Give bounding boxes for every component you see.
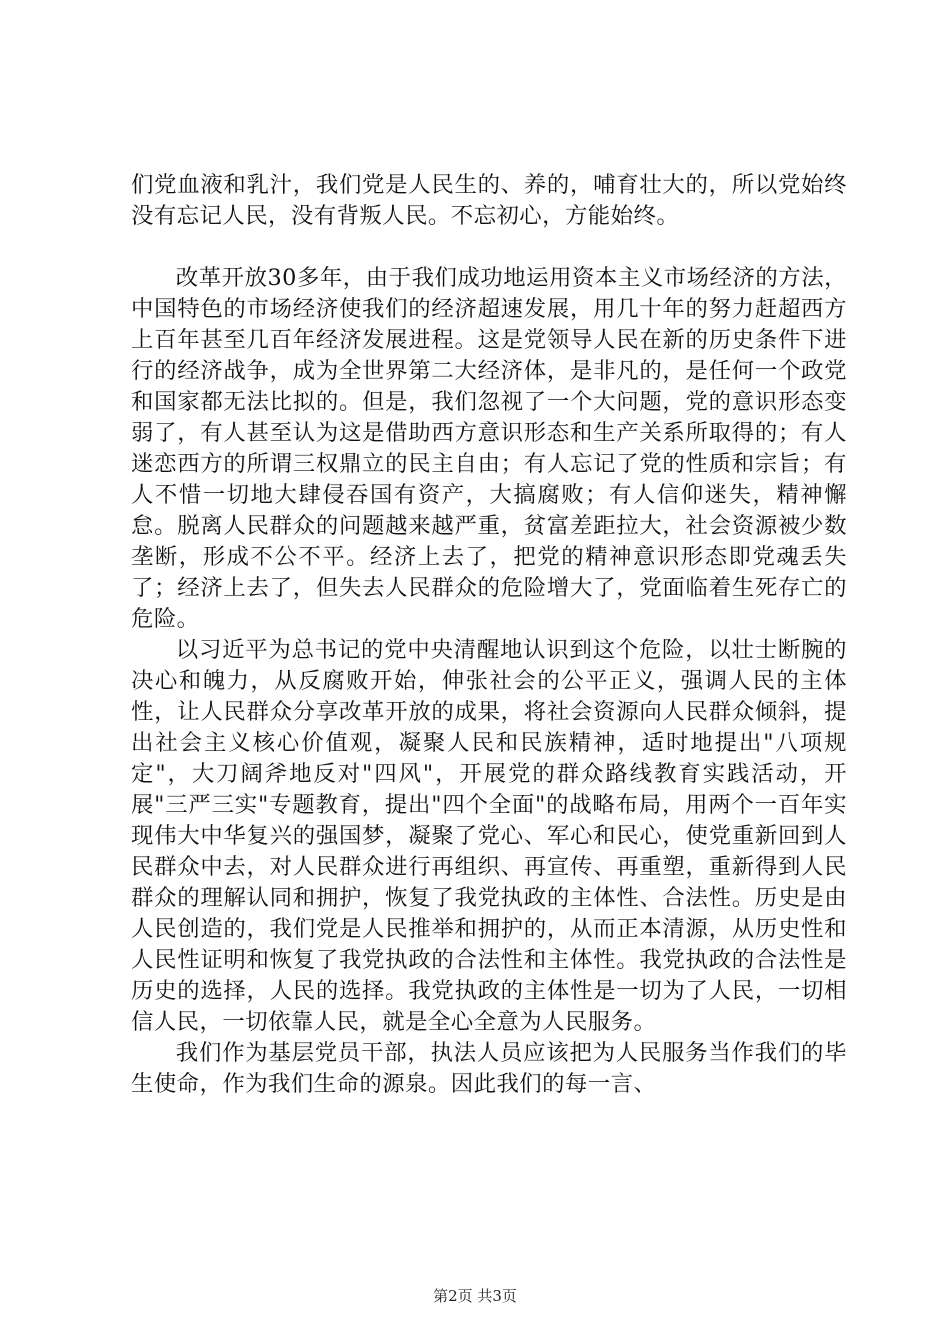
paragraph-1: 们党血液和乳汁，我们党是人民生的、养的，哺育壮大的，所以党始终没有忘记人民，没有背叛人民。不忘初心，方能始终。 [131, 172, 847, 229]
document-body [131, 170, 847, 1100]
paragraph-2: 改革开放30多年，由于我们成功地运用资本主义市场经济的方法，中国特色的市场经济使我们的经济超速发展，用几十年的努力赶超西方上百年甚至几百年经济发展进程。这是党领导人民在新的历史条件下进行的经济战争，成为全世界第二大经济体，是非凡的，是任何一个政党和国家都无法比拟的。但是，我们忽视了一个大问题，党的意识形态变弱了，有人甚至认为这是借助西方意识形态和生产关系所取得的；有人迷恋西方的所谓三权鼎立的民主自由；有人忘记了党的性质和宗旨；有人不惜一切地大肆侵吞国有资产，大搞腐败；有人信仰迷失，精神懈怠。脱离人民群众的问题越来越严重，贫富差距拉大，社会资源被少数垄断，形成不公不平。经济上去了，把党的精神意识形态即党魂丢失了；经济上去了，但失去人民群众的危险增大了，党面临着生死存亡的危险。 [131, 265, 847, 632]
paragraph-4: 我们作为基层党员干部，执法人员应该把为人民服务当作我们的毕生使命，作为我们生命的源泉。因此我们的每一言、 [131, 1040, 847, 1097]
paragraph-3: 以习近平为总书记的党中央清醒地认识到这个危险，以壮士断腕的决心和魄力，从反腐败开始，伸张社会的公平正义，强调人民的主体性，让人民群众分享改革开放的成果，将社会资源向人民群众倾斜，提出社会主义核心价值观，凝聚人民和民族精神，适时地提出"八项规定"，大刀阔斧地反对"四风"，开展党的群众路线教育实践活动，开展"三严三实"专题教育，提出"四个全面"的战略布局，用两个一百年实现伟大中华复兴的强国梦，凝聚了党心、军心和民心，使党重新回到人民群众中去，对人民群众进行再组织、再宣传、再重塑，重新得到人民群众的理解认同和拥护，恢复了我党执政的主体性、合法性。历史是由人民创造的，我们党是人民推举和拥护的，从而正本清源，从历史性和人民性证明和恢复了我党执政的合法性和主体性。我党执政的合法性是历史的选择，人民的选择。我党执政的主体性是一切为了人民，一切相信人民，一切依靠人民，就是全心全意为人民服务。 [131, 637, 847, 1035]
page-number-footer: 第2页 共3页 [433, 1287, 517, 1305]
